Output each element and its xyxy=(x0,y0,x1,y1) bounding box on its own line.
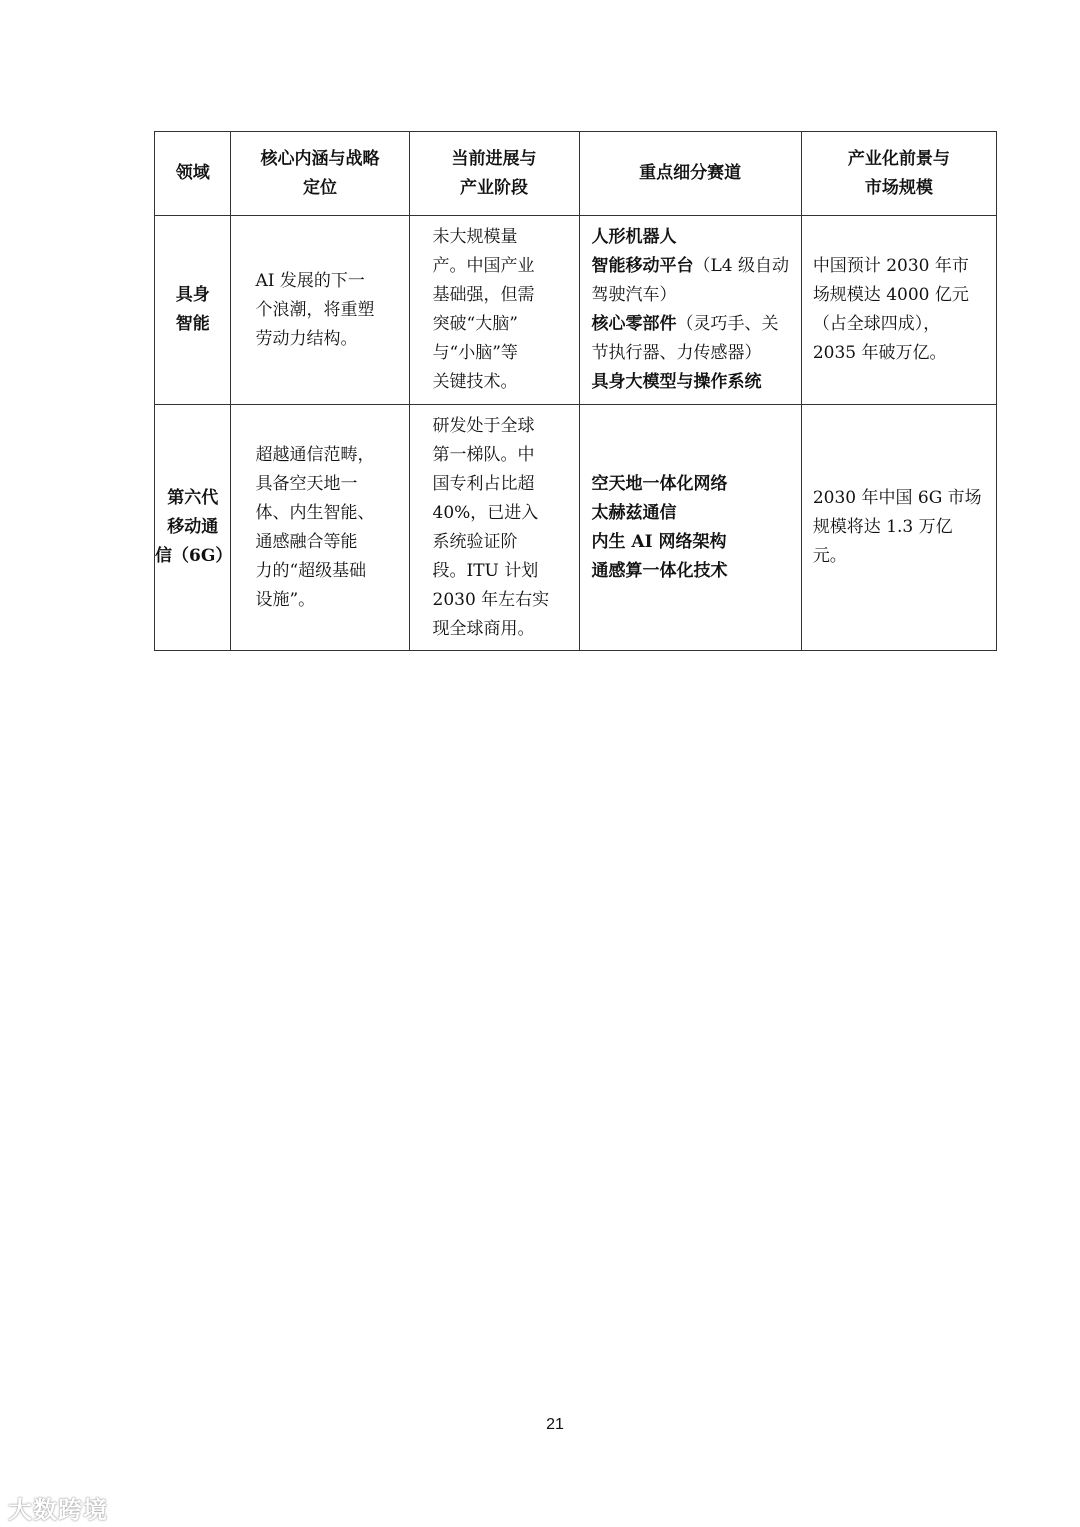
text-line: 第六代 xyxy=(167,488,219,508)
text-line: 设施”。 xyxy=(255,589,316,610)
table-row xyxy=(155,405,997,651)
track-note: 节执行器、力传感器） xyxy=(591,343,762,363)
track-title: 具身大模型与操作系统 xyxy=(591,372,762,392)
track-line xyxy=(592,252,795,281)
track-line xyxy=(592,557,795,586)
field-cell xyxy=(155,405,231,651)
progress-cell xyxy=(409,216,579,405)
text-line: 现全球商用。 xyxy=(432,618,535,639)
text-line: 2030 年左右实 xyxy=(432,589,550,610)
table-header-row xyxy=(155,132,997,216)
text-line: 通感融合等能 xyxy=(255,531,358,552)
text-line: 移动通 xyxy=(167,517,219,537)
prospect-cell xyxy=(801,216,996,405)
track-line xyxy=(592,368,795,397)
track-title: 核心零部件 xyxy=(591,314,677,334)
text-line: 领域 xyxy=(175,163,210,183)
text-line: 系统验证阶 xyxy=(432,531,518,552)
text-line: 元。 xyxy=(812,546,847,566)
track-line xyxy=(592,310,795,339)
connotation-cell xyxy=(231,216,409,405)
text-line: （占全球四成）， xyxy=(812,314,941,334)
text-line: 个浪潮，将重塑 xyxy=(255,299,375,320)
text-line: 产。中国产业 xyxy=(432,256,535,276)
text-line: 具身 xyxy=(175,285,210,305)
header-connotation xyxy=(231,132,409,216)
text-line: 基础强，但需 xyxy=(432,285,535,305)
text-line: 定位 xyxy=(302,177,337,198)
text-line: 2035 年破万亿。 xyxy=(812,343,947,363)
progress-cell xyxy=(409,405,579,651)
text-line: 重点细分赛道 xyxy=(639,163,742,183)
header-prospect xyxy=(801,132,996,216)
text-line: 力的“超级基础 xyxy=(255,560,367,581)
track-title: 内生 AI 网络架构 xyxy=(591,531,727,552)
field-cell xyxy=(155,216,231,405)
tracks-cell xyxy=(579,216,801,405)
watermark-logo: 大数跨境 xyxy=(8,1497,108,1524)
text-line: 核心内涵与战略 xyxy=(260,148,380,169)
track-line xyxy=(592,528,795,557)
page-number: 21 xyxy=(546,1416,564,1433)
tracks-cell xyxy=(579,405,801,651)
text-line: 第一梯队。中 xyxy=(432,444,535,465)
text-line: 国专利占比超 xyxy=(432,473,535,494)
text-line: 未大规模量 xyxy=(432,227,518,247)
industry-table xyxy=(154,131,997,651)
text-line: 超越通信范畴， xyxy=(255,444,375,465)
track-line xyxy=(592,499,795,528)
track-title: 空天地一体化网络 xyxy=(591,473,728,494)
text-line: 智能 xyxy=(175,314,210,334)
text-line: 体、内生智能、 xyxy=(255,502,375,523)
text-line: 中国预计 2030 年市 xyxy=(812,256,969,276)
track-title: 人形机器人 xyxy=(591,227,677,247)
text-line: 40%，已进入 xyxy=(432,502,539,523)
text-line: 市场规模 xyxy=(864,177,933,198)
text-line: 关键技术。 xyxy=(432,372,518,392)
track-title: 通感算一体化技术 xyxy=(591,560,728,581)
text-line: 具备空天地一 xyxy=(255,473,358,494)
text-line: 劳动力结构。 xyxy=(255,328,358,349)
text-line: 突破“大脑” xyxy=(432,314,518,334)
text-line: 2030 年中国 6G 市场 xyxy=(812,488,982,508)
track-line xyxy=(592,223,795,252)
header-progress xyxy=(409,132,579,216)
track-note: （灵巧手、关 xyxy=(676,314,779,334)
track-note: （L4 级自动 xyxy=(693,256,790,276)
text-line: 产业阶段 xyxy=(460,177,528,198)
text-line: 规模将达 1.3 万亿 xyxy=(812,517,953,537)
text-line: 研发处于全球 xyxy=(432,415,535,436)
prospect-cell xyxy=(801,405,996,651)
track-note: 驾驶汽车） xyxy=(591,285,677,305)
connotation-cell xyxy=(231,405,409,651)
text-line: 当前进展与 xyxy=(451,148,537,169)
text-line: 与“小脑”等 xyxy=(432,343,518,363)
track-title: 太赫兹通信 xyxy=(591,502,677,523)
header-field xyxy=(155,132,231,216)
track-line xyxy=(592,281,795,310)
header-tracks xyxy=(579,132,801,216)
text-line: 产业化前景与 xyxy=(847,148,950,169)
text-line: AI 发展的下一 xyxy=(255,270,365,291)
track-line xyxy=(592,339,795,368)
track-title: 智能移动平台 xyxy=(591,256,694,276)
track-line xyxy=(592,470,795,499)
text-line: 场规模达 4000 亿元 xyxy=(812,285,969,305)
text-line: 信（6G） xyxy=(155,546,233,566)
table-row xyxy=(155,216,997,405)
text-line: 段。ITU 计划 xyxy=(432,560,539,581)
